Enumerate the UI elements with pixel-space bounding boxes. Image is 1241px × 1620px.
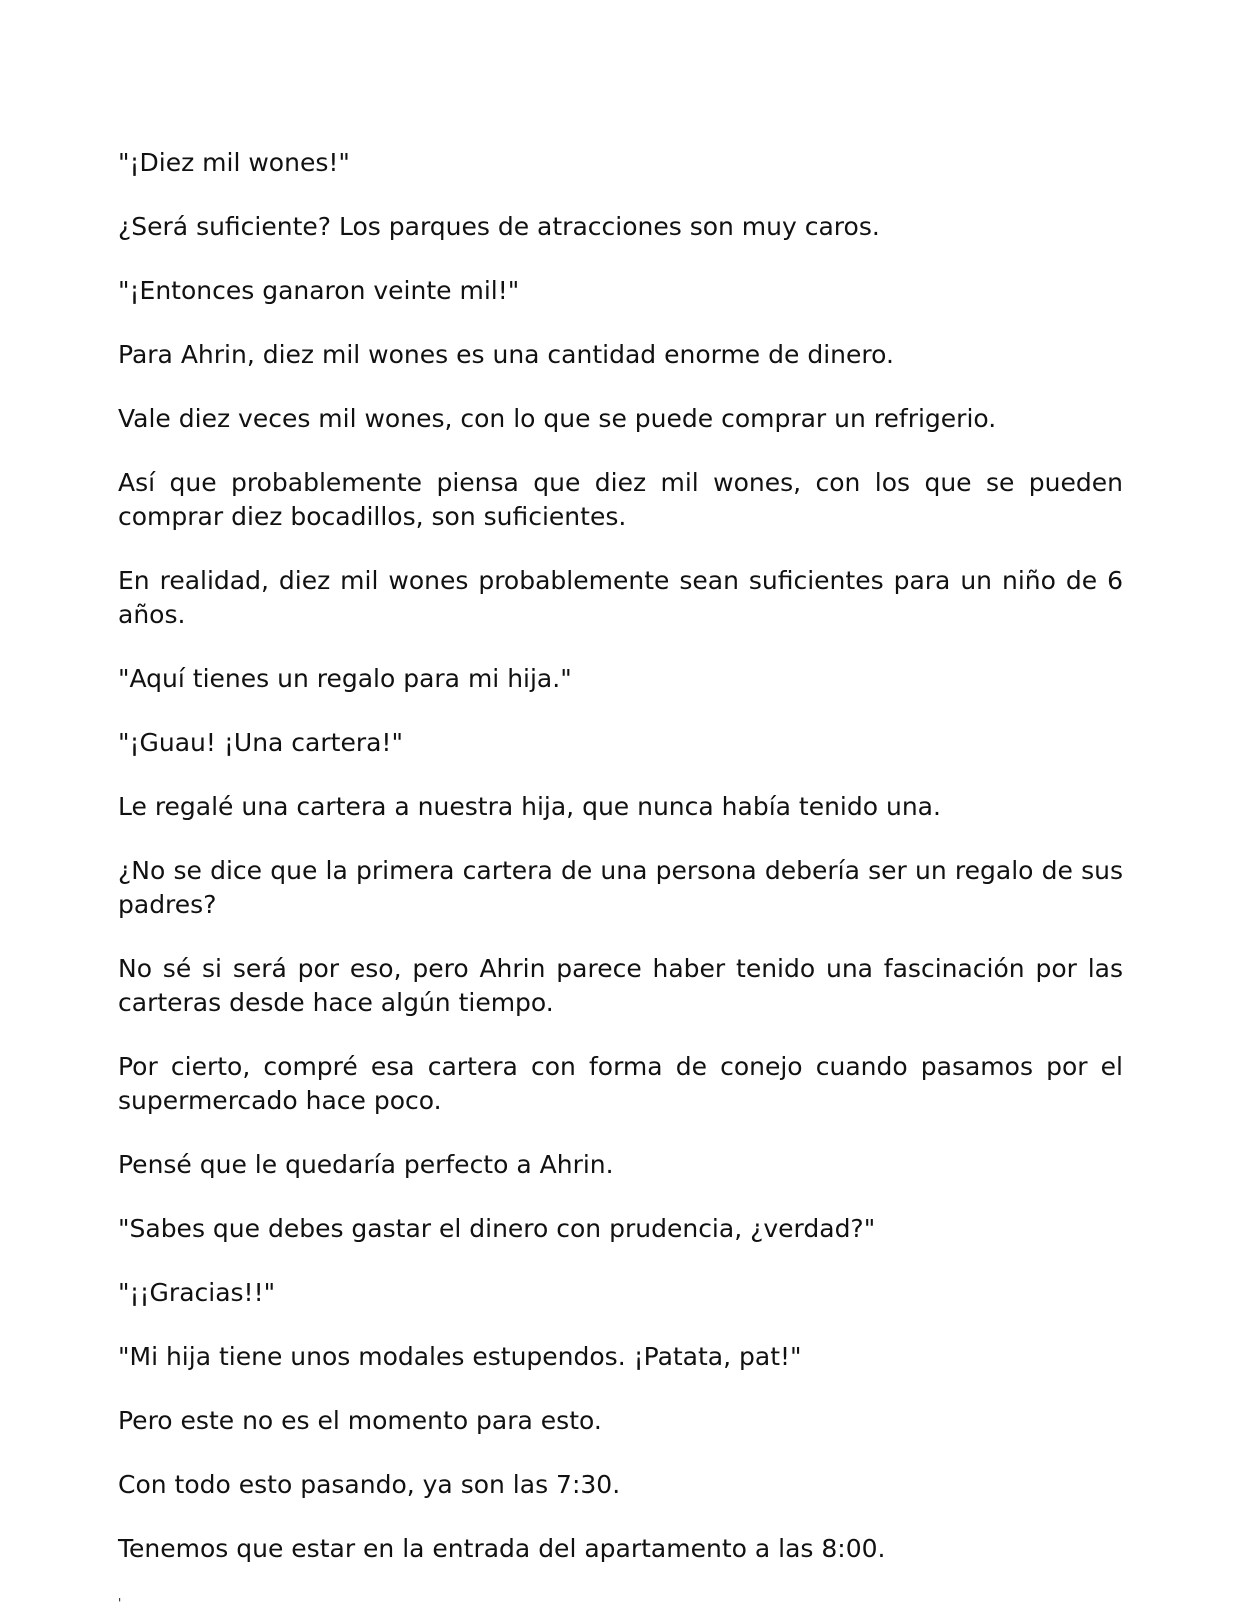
paragraph: En realidad, diez mil wones probablemente sean suficientes para un niño de 6 años. — [118, 566, 1123, 629]
paragraph: Por cierto, compré esa cartera con forma de conejo cuando pasamos por el supermercado hace poco. — [118, 1052, 1123, 1115]
paragraph: "Aquí tienes un regalo para mi hija." — [118, 664, 572, 693]
paragraph: No sé si será por eso, pero Ahrin parece haber tenido una fascinación por las carteras desde hace algún tiempo. — [118, 954, 1123, 1017]
paragraph: "¡¡Gracias!!" — [118, 1278, 276, 1307]
paragraph: Pero este no es el momento para esto. — [118, 1406, 602, 1435]
paragraph: "¡Diez mil wones!" — [118, 148, 350, 177]
paragraph: Con todo esto pasando, ya son las 7:30. — [118, 1470, 621, 1499]
paragraph: Así que probablemente piensa que diez mil wones, con los que se pueden comprar diez bocadillos, son suficientes. — [118, 468, 1123, 531]
paragraph: "¡Entonces ganaron veinte mil!" — [118, 276, 520, 305]
paragraph: Pensé que le quedaría perfecto a Ahrin. — [118, 1150, 614, 1179]
paragraph: Tenemos que estar en la entrada del apartamento a las 8:00. — [118, 1534, 886, 1563]
paragraph: "Mi hija tiene unos modales estupendos. ¡Patata, pat!" — [118, 1342, 802, 1371]
footer-mark: ' — [118, 1596, 122, 1610]
paragraph: Le regalé una cartera a nuestra hija, que nunca había tenido una. — [118, 792, 941, 821]
paragraph: Para Ahrin, diez mil wones es una cantidad enorme de dinero. — [118, 340, 894, 369]
paragraph: "¡Guau! ¡Una cartera!" — [118, 728, 403, 757]
paragraph: ¿No se dice que la primera cartera de una persona debería ser un regalo de sus padres? — [118, 856, 1123, 919]
paragraph: ¿Será suficiente? Los parques de atracciones son muy caros. — [118, 212, 880, 241]
paragraph: "Sabes que debes gastar el dinero con prudencia, ¿verdad?" — [118, 1214, 876, 1243]
document-body — [118, 146, 1123, 1596]
paragraph: Vale diez veces mil wones, con lo que se puede comprar un refrigerio. — [118, 404, 997, 433]
